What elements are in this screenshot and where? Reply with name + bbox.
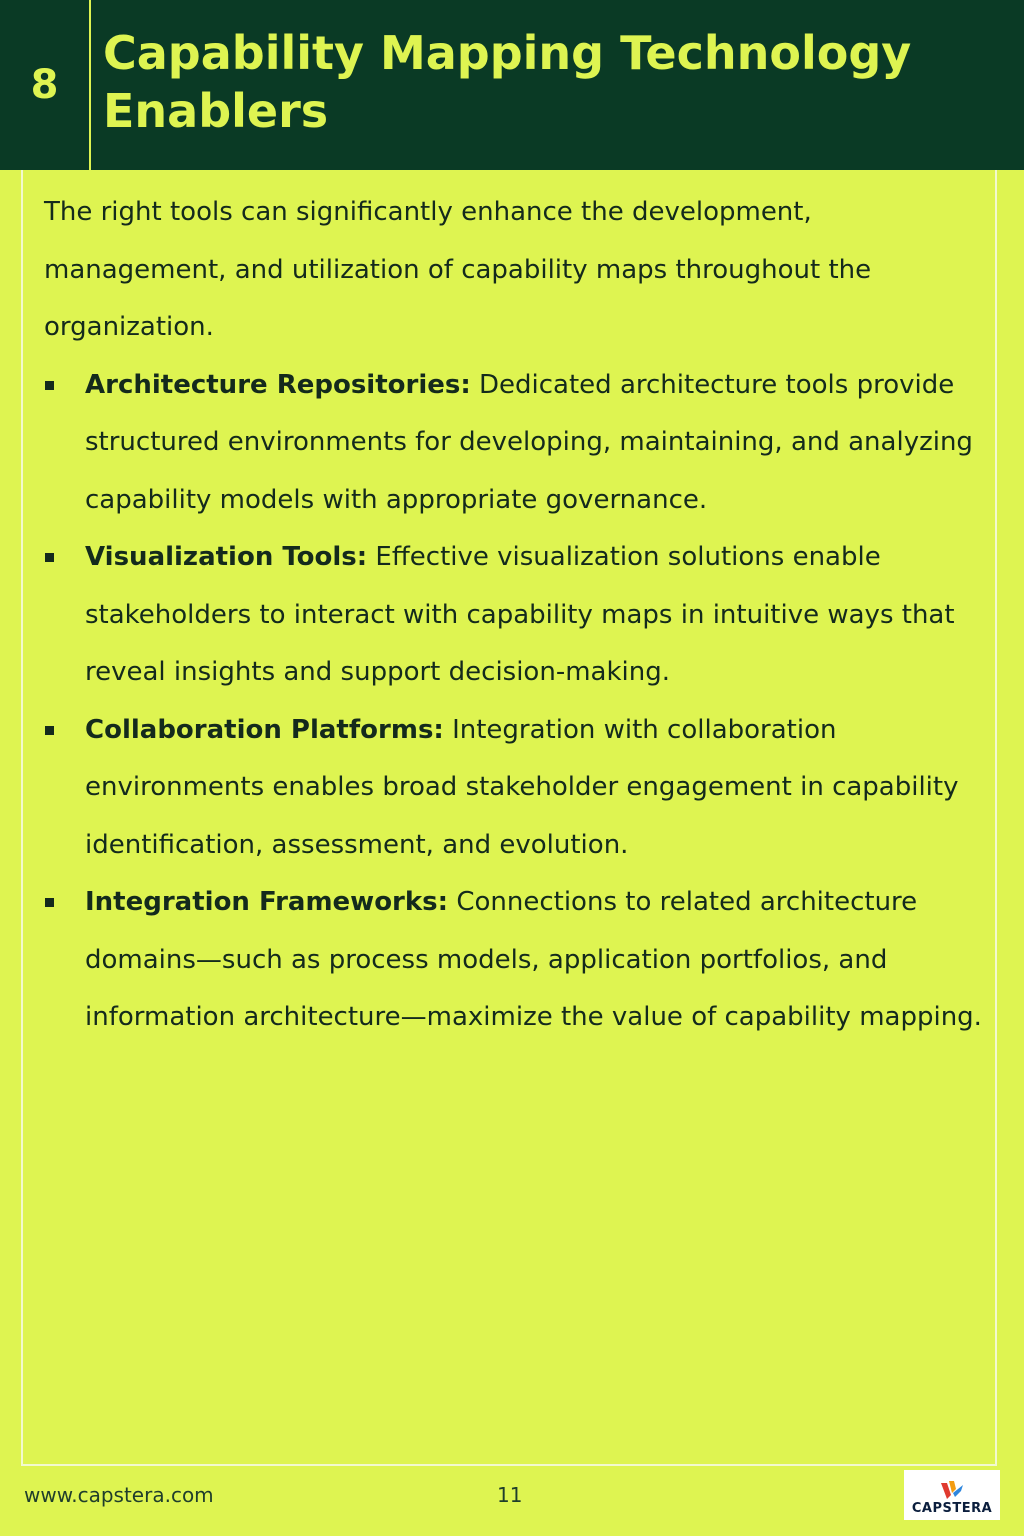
square-bullet-icon [45,726,54,735]
content-body [44,184,984,1047]
section-number: 8 [30,62,59,108]
list-item-term: Collaboration Platforms: [85,714,444,745]
header-divider [89,0,91,170]
square-bullet-icon [45,553,54,562]
list-item-text: Effective visualization solutions enable stakeholders to interact with capability maps in intuitive ways that reveal insights and support decision-making. [85,542,955,687]
square-bullet-icon [45,381,54,390]
list-item [44,529,984,702]
list-item-text: Connections to related architecture domains—such as process models, application portfolios, and information architecture—maximize the value of capability mapping. [85,887,982,1032]
logo-mark-icon [939,1479,965,1501]
intro-paragraph: The right tools can significantly enhance the development, management, and utilization of capability maps throughout the organization. [44,197,872,342]
page-header [0,0,1024,170]
list-item [44,357,984,530]
page-title: Capability Mapping Technology Enablers [103,26,912,138]
logo-text: CAPSTERA [911,1501,993,1516]
list-item [44,874,984,1047]
page-number: 11 [497,1483,523,1507]
list-item-term: Integration Frameworks: [85,887,449,917]
list-item-text: Integration with collaboration environments enables broad stakeholder engagement in capability identification, assessment, and evolution. [85,714,959,860]
capstera-logo [904,1470,1000,1520]
list-item [44,702,984,875]
list-item-term: Architecture Repositories: [85,369,471,400]
enablers-list [44,357,984,1047]
list-item-term: Visualization Tools: [85,542,368,572]
list-item-text: Dedicated architecture tools provide structured environments for developing, maintaining, and analyzing capability models with appropriate governance. [85,369,973,515]
square-bullet-icon [45,898,54,907]
footer-url-link[interactable]: www.capstera.com [24,1483,214,1507]
